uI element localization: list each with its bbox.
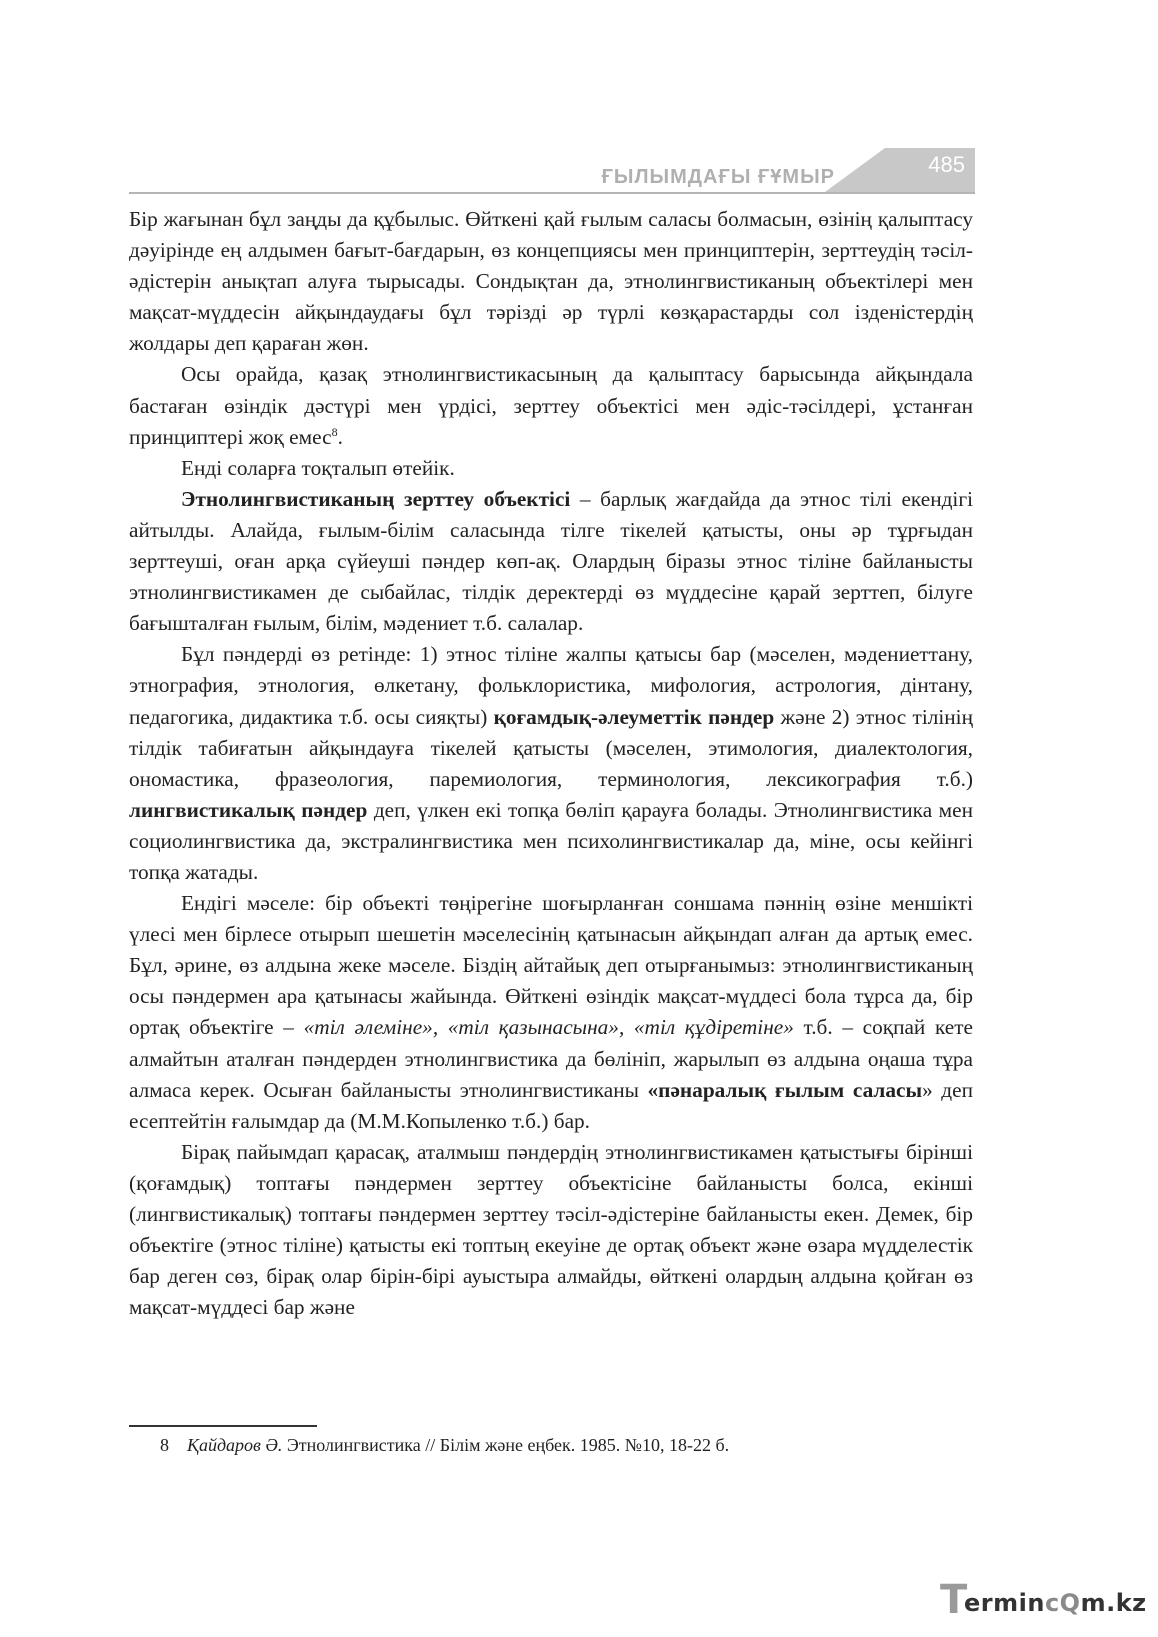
paragraph-7: Бірақ пайымдап қарасақ, аталмыш пәндердің этнолингвистикамен қатыстығы бірінші (қоғамдық) топтағы пәндермен зерттеу объектісіне байланысты болса, екінші (лингвистикалық) топтағы пәндермен зерттеу тәсіл-әдістеріне байланысты екен. Демек, бір объектіге (этнос тіліне) қатысты екі топтың екеуіне де ортақ объект және өзара мүдделестік бар деген сөз, бірақ олар бірін-бірі ауыстыра алмайды, өйткені олардың алдына қойған өз мақсат-мүддесі бар және [129,1139,973,1320]
paragraph-2-end: . [337,424,343,449]
page-number: 485 [928,152,965,177]
footnote-rule [129,1425,317,1427]
paragraph-4-text: – барлық жағдайда да этнос тілі екендігі айтылды. Алайда, ғылым-білім саласында тілге тікелей қатысты, оны әр тұрғыдан зерттеуші, оған арқа сүйеуші пәндер көп-ақ. Олардың біразы этнос тіліне байланысты этнолингвистикамен де сыбайлас, тілдік деректерді өз мүддесіне қарай зерттеп, білуге бағышталған ғылым, білім, мәдениет т.б. салалар. [129,486,974,636]
watermark-text [964,1589,1147,1617]
watermark-text-a: ermin [964,1589,1045,1617]
watermark-t-glyph: T [940,1577,968,1623]
term-linguistic-disciplines: лингвистикалық пәндер [129,797,368,822]
paragraph-3: Енді соларға тоқталып өтейік. [181,455,455,480]
term-social-disciplines: қоғамдық-әлеуметтік пәндер [493,704,775,729]
paragraph-5 [129,639,973,888]
term-interdisciplinary: «пәнаралық ғылым саласы [647,1077,923,1102]
footnote-number: 8 [160,1435,169,1455]
running-header [129,148,975,196]
footnote [129,1432,973,1458]
paragraph-5-text-a: Бұл пәндерді өз ретінде: 1) этнос тіліне жалпы қатысы бар (мәселен, мәдениеттану, этнография, этнология, өлкетану, фольклористика, мифология, астрология, дінтану, педагогика, дидактика т.б. осы сияқты) [129,642,973,729]
term-ethnolinguistics-object: Этнолингвистиканың зерттеу объектісі [181,486,571,511]
paragraph-5-text-e: деп, үлкен екі топқа бөліп қарауға болады. Этнолингвистика мен социолингвистика да, экстралингвистика мен психолингвистикалар да, міне, осы кейінгі топқа жатады. [129,797,973,884]
body-text [129,204,973,1323]
paragraph-6 [129,888,973,1137]
footnote-reference[interactable]: 8 [331,424,338,439]
watermark-text-b: m.kz [1080,1589,1147,1617]
italic-quotes: «тіл әлеміне», «тіл қазынасына», «тіл құдіретіне» [303,1015,794,1040]
footnote-text: Этнолингвистика // Білім және еңбек. 1985. №10, 18-22 б. [282,1435,730,1455]
paragraph-6-text-e: » деп есептейтін ғалымдар да (М.М.Копыленко т.б.) бар. [129,1077,973,1133]
paragraph-2 [129,359,973,452]
paragraph-6-text-c: т.б. – соқпай кете алмайтын аталған пәндерден этнолингвистика да бөлініп, жарылып өз алдына оңаша тұра алмаса керек. Осыған байланысты этнолингвистиканы [129,1015,973,1102]
watermark-magnifier-o: cQ [1044,1589,1081,1617]
section-title: ҒЫЛЫМДАҒЫ ҒҰМЫР [601,166,835,188]
paragraph-4 [129,484,973,639]
paragraph-2-text: Осы орайда, қазақ этнолингвистикасының да қалыптасу барысында айқындала бастаған өзіндік дәстүрі мен үрдісі, зерттеу объектісі мен әдіс-тәсілдері, ұстанған принциптері жоқ емес [129,362,973,449]
header-rule [129,192,975,194]
footnote-author: Қайдаров Ә. [187,1435,283,1455]
paragraph-5-text-c: және 2) этнос тілінің тілдік табиғатын айқындауға тікелей қатысты (мәселен, этимология, диалектология, ономастика, фразеология, паремиология, терминология, лексикография т.б.) [129,704,973,791]
paragraph-6-text-a: Ендігі мәселе: бір объекті төңірегіне шоғырланған соншама пәннің өзіне меншікті үлесі мен бірлесе отырып шешетін мәселесінің қатынасын айқындап алған да артық емес. Бұл, әрине, өз алдына жеке мәселе. Біздің айтайық деп отырғанымыз: этнолингвистиканың осы пәндермен ара қатынасы жайында. Өйткені өзіндік мақсат-мүддесі бола тұрса да, бір ортақ объектіге – [129,891,973,1040]
site-watermark [940,1577,1150,1627]
paragraph-1: Бір жағынан бұл заңды да құбылыс. Өйткені қай ғылым саласы болмасын, өзінің қалыптасу дәуірінде ең алдымен бағыт-бағдарын, өз концепциясы мен принциптерін, зерттеудің тәсіл-әдістерін анықтап алуға тырысады. Сондықтан да, этнолингвистиканың объектілері мен мақсат-мүддесін айқындаудағы бұл тәрізді әр түрлі көзқарастарды сол ізденістердің жолдары деп қараған жөн. [129,207,973,356]
